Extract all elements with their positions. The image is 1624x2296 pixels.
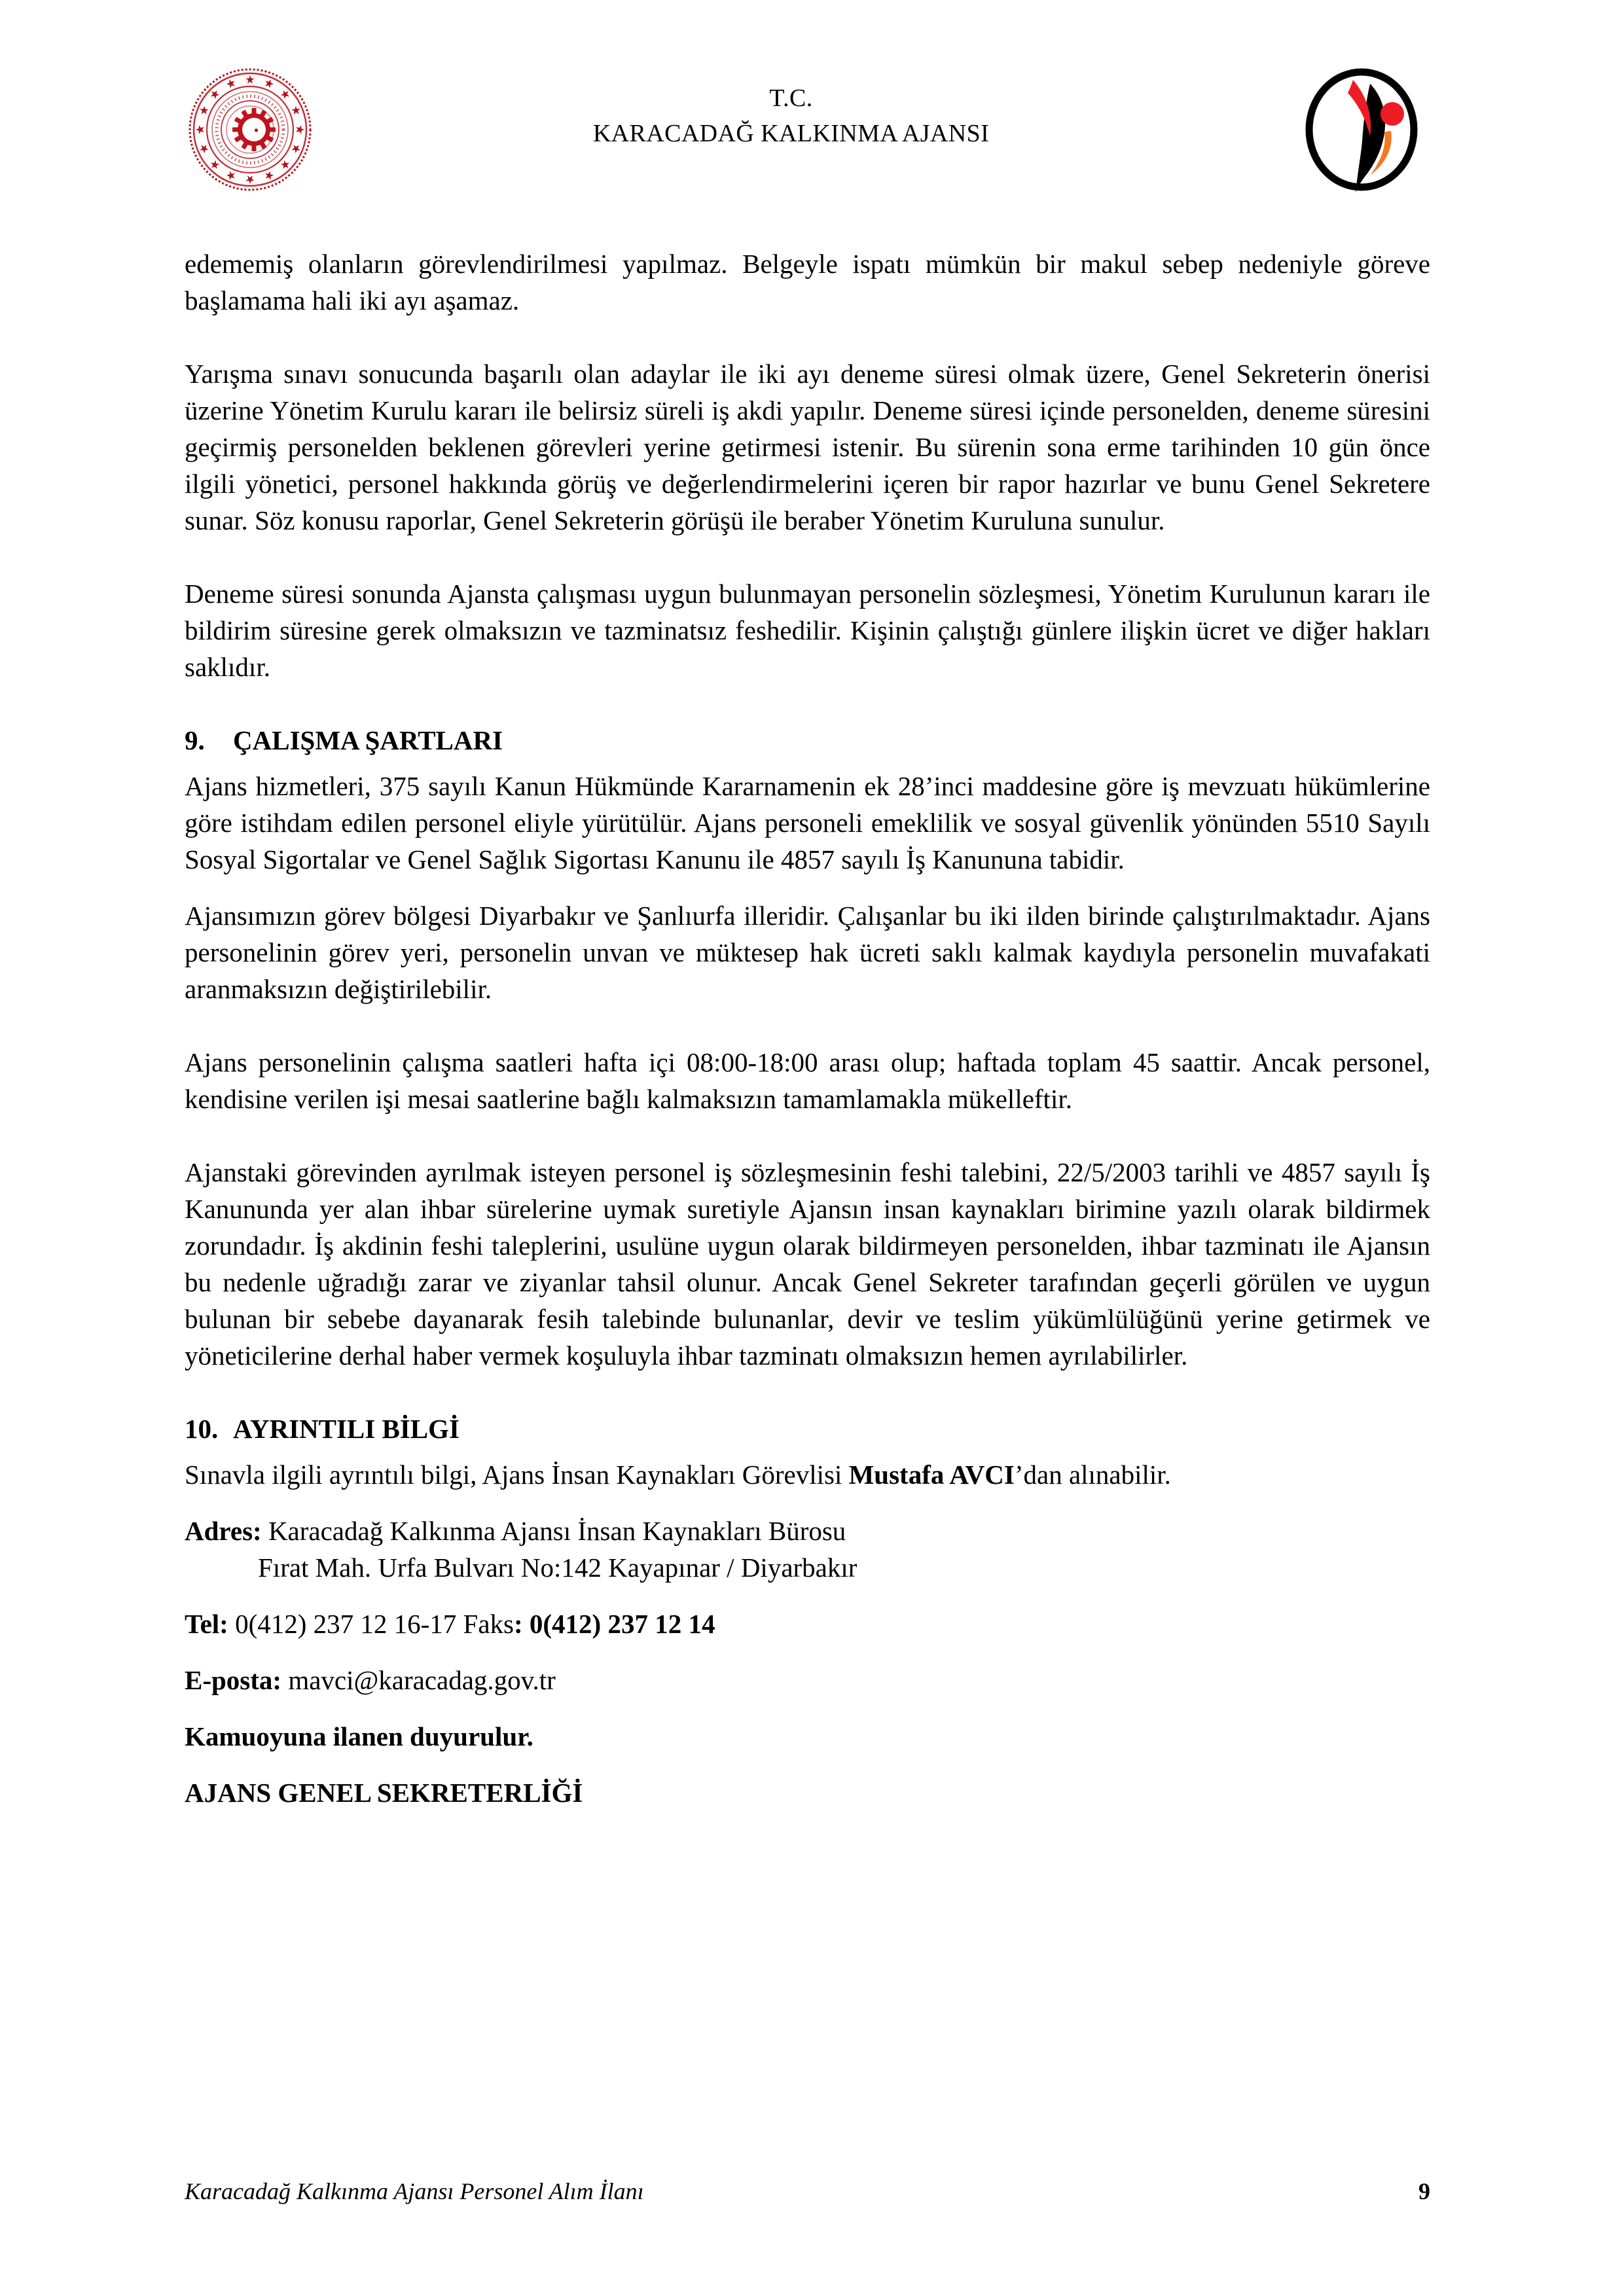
email-label: E-posta:	[185, 1665, 282, 1695]
telephone-line	[185, 1605, 1430, 1642]
footer-document-title: Karacadağ Kalkınma Ajansı Personel Alım İlanı	[185, 2178, 644, 2204]
telephone-label: Tel:	[185, 1609, 228, 1639]
paragraph-spacer	[185, 1698, 1430, 1718]
heading-spacer	[185, 1447, 1430, 1456]
paragraph-1: edememiş olanların görevlendirilmesi yapılmaz. Belgeyle ispatı mümkün bir makul sebep nedeniyle göreve başlamama hali iki ayı aşamaz.	[185, 249, 1430, 315]
paragraph-spacer	[185, 685, 1430, 722]
paragraph-spacer	[185, 1117, 1430, 1154]
address-line-2: Fırat Mah. Urfa Bulvarı No:142 Kayapınar / Diyarbakır	[258, 1552, 857, 1583]
contact-info-sentence	[185, 1456, 1430, 1493]
paragraph-2: Yarışma sınavı sonucunda başarılı olan adaylar ile iki ayı deneme süresi olmak üzere, Genel Sekreterin önerisi üzerine Yönetim Kurulu kararı ile belirsiz süreli iş akdi yapılır. Deneme süresi içinde personelden, deneme süresini geçirmiş personelden beklenen görevleri yerine getirmesi istenir. Bu sürenin sona erme tarihinden 10 gün önce ilgili yönetici, personel hakkında görüş ve değerlendirmelerini içeren bir rapor hazırlar ve bunu Genel Sekretere sunar. Söz konusu raporlar, Genel Sekreterin görüşü ile beraber Yönetim Kuruluna sunulur.	[185, 359, 1430, 535]
paragraph-spacer	[185, 319, 1430, 355]
paragraph-spacer	[185, 1007, 1430, 1044]
paragraph-spacer	[185, 1755, 1430, 1774]
section-heading-9-number: 9.	[185, 725, 205, 755]
document-header	[185, 64, 1430, 195]
footer-page-number: 9	[1418, 2178, 1430, 2204]
paragraph-3: Deneme süresi sonunda Ajansta çalışması uygun bulunmayan personelin sözleşmesi, Yönetim Kurulunun kararı ile bildirim süresine gerek olmaksızın ve tazminatsız feshedilir. Kişinin çalıştığı günlere ilişkin ücret ve diğer hakları saklıdır.	[185, 579, 1430, 682]
section-heading-10	[185, 1410, 1430, 1447]
email-value: mavci@karacadag.gov.tr	[281, 1665, 556, 1695]
paragraph-spacer	[185, 878, 1430, 897]
karacadag-development-agency-logo	[1293, 64, 1430, 195]
document-body	[185, 245, 1430, 1811]
public-announcement-line: Kamuoyuna ilanen duyurulur.	[185, 1721, 533, 1751]
paragraph-spacer	[185, 1493, 1430, 1513]
section-heading-10-label: AYRINTILI BİLGİ	[233, 1414, 460, 1444]
signature-line: AJANS GENEL SEKRETERLİĞİ	[185, 1778, 583, 1808]
telephone-value: 0(412) 237 12 16-17 Faks	[228, 1609, 514, 1639]
fax-colon: : 0(412) 237 12 14	[514, 1609, 715, 1639]
section-heading-10-number: 10.	[185, 1414, 219, 1444]
paragraph-spacer	[185, 1642, 1430, 1662]
turkish-ministry-industry-technology-emblem	[185, 64, 316, 195]
contact-info-suffix: ’dan alınabilir.	[1014, 1460, 1171, 1490]
section-heading-9	[185, 722, 1430, 759]
paragraph-4: Ajans hizmetleri, 375 sayılı Kanun Hükmünde Kararnamenin ek 28’inci maddesine göre iş mevzuatı hükümlerine göre istihdam edilen personel eliyle yürütülür. Ajans personeli emeklilik ve sosyal güvenlik yönünden 5510 Sayılı Sosyal Sigortalar ve Genel Sağlık Sigortası Kanunu ile 4857 sayılı İş Kanununa tabidir.	[185, 771, 1430, 874]
paragraph-spacer	[185, 539, 1430, 575]
paragraph-6: Ajans personelinin çalışma saatleri hafta içi 08:00-18:00 arası olup; haftada toplam 45 saattir. Ancak personel, kendisine verilen işi mesai saatlerine bağlı kalmaksızın tamamlamakla mükelleftir.	[185, 1047, 1430, 1114]
address-label: Adres:	[185, 1516, 262, 1546]
header-title-block	[316, 64, 1293, 152]
document-footer	[185, 2178, 1430, 2206]
heading-spacer	[185, 759, 1430, 768]
contact-person-name: Mustafa AVCI	[848, 1460, 1015, 1490]
header-line-tc: T.C.	[769, 84, 813, 112]
contact-info-prefix: Sınavla ilgili ayrıntılı bilgi, Ajans İnsan Kaynakları Görevlisi	[185, 1460, 849, 1490]
paragraph-7: Ajanstaki görevinden ayrılmak isteyen personel iş sözleşmesinin feshi talebini, 22/5/2003 tarihli ve 4857 sayılı İş Kanununda yer alan ihbar sürelerine uymak suretiyle Ajansın insan kaynakları birimine yazılı olarak bildirmek zorundadır. İş akdinin feshi taleplerini, usulüne uygun olarak bildirmeyen personelden, ihbar tazminatı ile Ajansın bu nedenle uğradığı zarar ve ziyanlar tahsil olunur. Ancak Genel Sekreter tarafından geçerli görülen ve uygun bulunan bir sebebe dayanarak fesih talebinde bulunanlar, devir ve teslim yükümlülüğünü yerine getirmek ve yöneticilerine derhal haber vermek koşuluyla ihbar tazminatı olmaksızın hemen ayrılabilirler.	[185, 1157, 1430, 1371]
header-line-agency: KARACADAĞ KALKINMA AJANSI	[592, 119, 990, 147]
address-value: Karacadağ Kalkınma Ajansı İnsan Kaynakları Bürosu	[261, 1516, 846, 1546]
paragraph-spacer	[185, 1374, 1430, 1410]
email-line	[185, 1662, 1430, 1698]
paragraph-spacer	[185, 1586, 1430, 1605]
paragraph-5: Ajansımızın görev bölgesi Diyarbakır ve Şanlıurfa illeridir. Çalışanlar bu iki ilden birinde çalıştırılmaktadır. Ajans personelinin görev yeri, personelin unvan ve müktesep hak ücreti saklı kalmak kaydıyla personelin muvafakati aranmaksızın değiştirilebilir.	[185, 901, 1430, 1004]
address-line	[185, 1513, 1430, 1549]
section-heading-9-label: ÇALIŞMA ŞARTLARI	[233, 725, 503, 755]
